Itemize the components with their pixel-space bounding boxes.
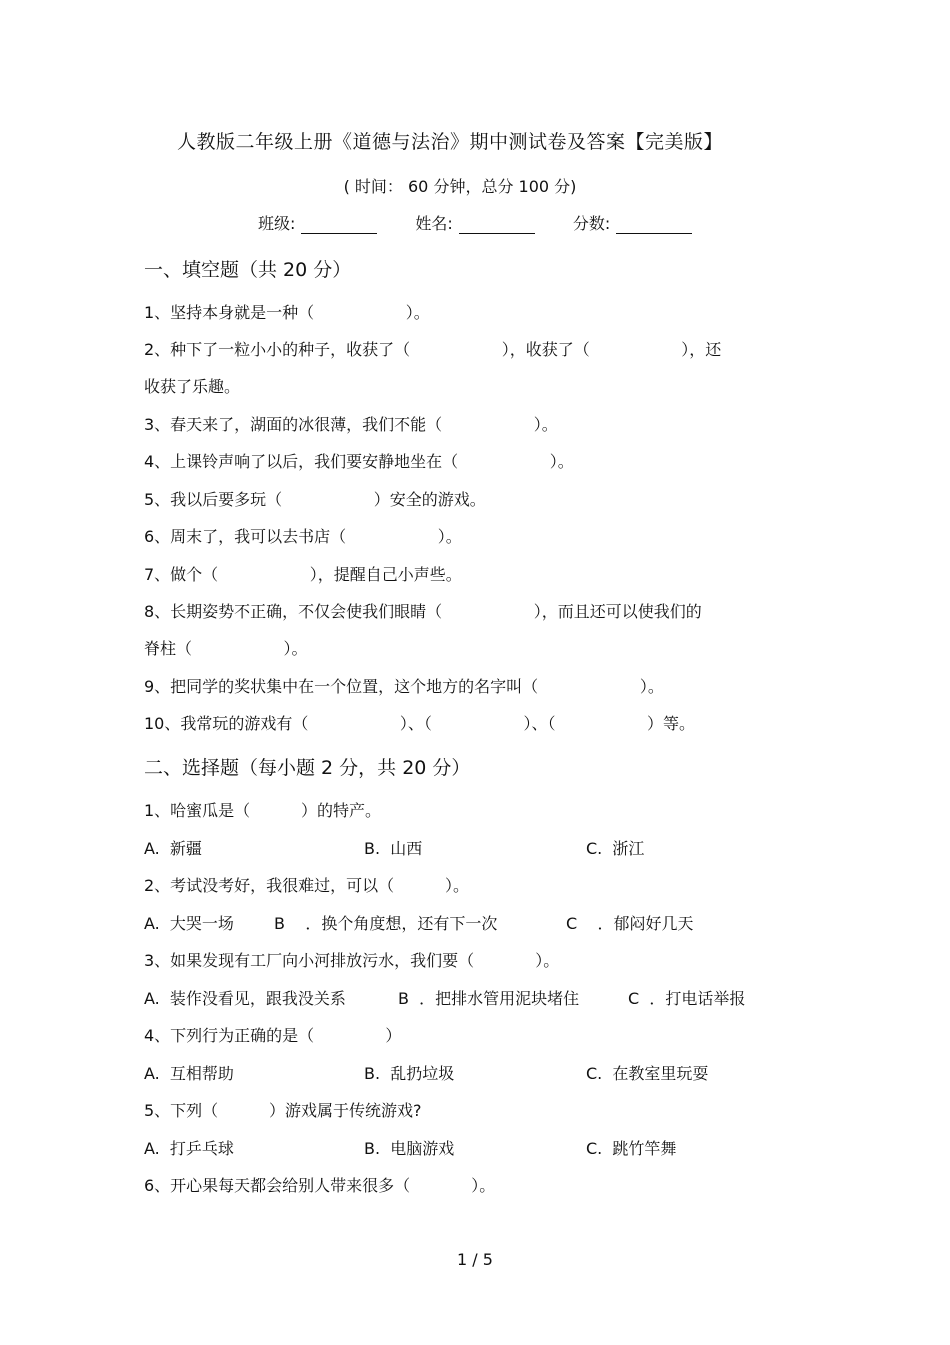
question-text: 9、把同学的奖状集中在一个位置，这个地方的名字叫（ ）。 [144,677,664,696]
question-text: 8、长期姿势不正确，不仅会使我们眼睛（ ），而且还可以使我们的 [144,602,702,621]
option-b: B. 乱扔垃圾 [364,1064,455,1083]
question-text: 脊柱（ ）。 [144,639,308,658]
option-c: C. 跳竹竿舞 [586,1139,677,1158]
question-text: 10、我常玩的游戏有（ ）、（ ）、（ ）等。 [144,714,696,733]
option-a: A. 打乒乓球 [144,1139,234,1158]
name-blank [459,215,535,234]
class-blank [301,215,377,234]
section-heading-multiple-choice: 二、选择题（每小题 2 分，共 20 分） [144,757,471,779]
student-info-row [258,211,778,234]
question-text: 4、下列行为正确的是（ ） [144,1026,402,1045]
option-b: B ．把排水管用泥块堵住 [398,989,580,1008]
name-label: 姓名: [415,214,453,233]
option-b: B ．换个角度想，还有下一次 [274,914,498,933]
question-text: 2、种下了一粒小小的种子，收获了（ ），收获了（ ），还 [144,340,722,359]
option-a: A. 新疆 [144,839,202,858]
score-field [573,211,692,234]
option-a: A. 互相帮助 [144,1064,234,1083]
class-label: 班级: [258,214,296,233]
section-heading-fill-blank: 一、填空题（共 20 分） [144,259,352,281]
score-blank [616,215,692,234]
option-c: C ．郁闷好几天 [566,914,694,933]
name-field [415,211,534,234]
question-text: 4、上课铃声响了以后，我们要安静地坐在（ ）。 [144,452,574,471]
question-text: 5、我以后要多玩（ ）安全的游戏。 [144,490,486,509]
question-text: 3、如果发现有工厂向小河排放污水，我们要（ ）。 [144,951,560,970]
page-number: 1 / 5 [457,1250,493,1269]
question-text: 2、考试没考好，我很难过，可以（ ）。 [144,876,470,895]
exam-time-info: ( 时间： 60 分钟，总分 100 分) [343,177,577,196]
option-c: C. 在教室里玩耍 [586,1064,709,1083]
score-label: 分数: [572,214,611,233]
question-text: 3、春天来了，湖面的冰很薄，我们不能（ ）。 [144,415,558,434]
option-b: B. 山西 [364,839,423,858]
option-a: A. 大哭一场 [144,914,234,933]
question-text: 收获了乐趣。 [144,377,241,396]
question-text: 6、周末了，我可以去书店（ ）。 [144,527,462,546]
question-text: 6、开心果每天都会给别人带来很多（ ）。 [144,1176,496,1195]
question-text: 1、坚持本身就是一种（ ）。 [144,303,430,322]
page-title: 人教版二年级上册《道德与法治》期中测试卷及答案【完美版】 [176,131,723,153]
question-text: 1、哈蜜瓜是（ ）的特产。 [144,801,382,820]
option-a: A. 装作没看见，跟我没关系 [144,989,346,1008]
option-b: B. 电脑游戏 [364,1139,455,1158]
class-field [258,211,377,234]
question-text: 7、做个（ ），提醒自己小声些。 [144,565,462,584]
option-c: C. 浙江 [586,839,645,858]
option-c: C ．打电话举报 [628,989,746,1008]
question-text: 5、下列（ ）游戏属于传统游戏? [144,1101,422,1120]
